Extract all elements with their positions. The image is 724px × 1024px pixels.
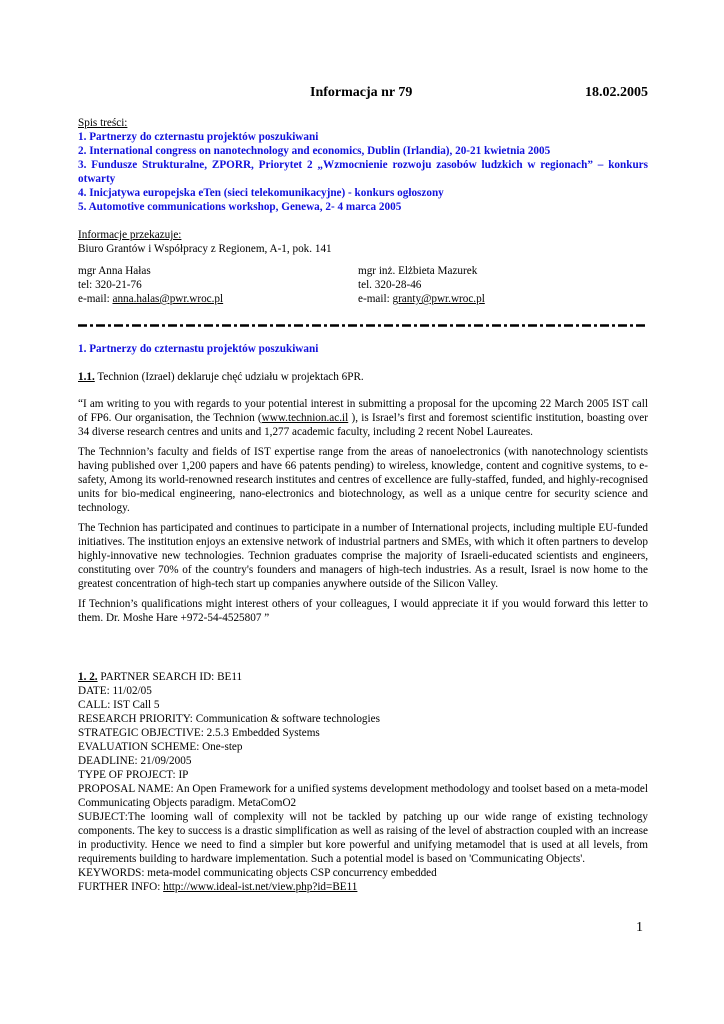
contact-left-name: mgr Anna Hałas <box>78 265 151 277</box>
partner-subject: SUBJECT:The looming wall of complexity will not be tackled by patching up our wide range of existing technology components. The key to success is a drastic simplification as well as raising of the level of abstraction coupled with an increase in productivity. Hence we need to find a simpler but kore powerful and unifying metamodel that is used at all levels, from requirements building to hardware implementation. Such a potential model is based on 'Communicating Objects'. <box>78 811 648 865</box>
letter-p3: The Technion has participated and continues to participate in a number of International projects, including multiple EU-funded initiatives. The institution enjoys an extensive network of industrial partners and SMEs, with which it often partners to develop highly-innovative new technologies. Technion graduates comprise the majority of Israeli-educated scientists and engineers, constituting over 70% of the country's founders and managers of high-tech industries. As a result, Israel is now home to the greatest concentration of high-tech start up companies anywhere outside of the Silicon Valley. <box>78 522 648 590</box>
item-1-2-number: 1. 2. <box>78 671 98 683</box>
partner-type: TYPE OF PROJECT: IP <box>78 769 189 781</box>
item-1-1-number: 1.1. <box>78 371 95 383</box>
contact-left-email-label: e-mail: <box>78 293 113 305</box>
item-1-2 <box>78 670 648 894</box>
toc-item-4[interactable]: 4. Inicjatywa europejska eTen (sieci telekomunikacyjne) - konkurs ogłoszony <box>78 187 444 199</box>
contact-right <box>358 264 485 306</box>
contact-persons <box>78 264 648 306</box>
partner-deadline: DEADLINE: 21/09/2005 <box>78 755 192 767</box>
partner-objective: STRATEGIC OBJECTIVE: 2.5.3 Embedded Systems <box>78 727 320 739</box>
technion-link[interactable]: www.technion.ac.il <box>261 412 349 424</box>
contact-right-name: mgr inż. Elżbieta Mazurek <box>358 265 478 277</box>
section-1 <box>78 342 648 356</box>
dash-dot-separator <box>78 324 648 327</box>
toc-item-2[interactable]: 2. International congress on nanotechnology and economics, Dublin (Irlandia), 20-21 kwietnia 2005 <box>78 145 551 157</box>
item-1-1-text: Technion (Izrael) deklaruje chęć udziału w projektach 6PR. <box>94 371 364 383</box>
letter-p1-b: ), is Israel’s first and foremost scientific institution, boasting over 34 diverse research centres and units and 1,277 academic faculty, including 2 recent Nobel Laureates. <box>78 412 649 438</box>
table-of-contents <box>78 116 648 214</box>
item-1-2-title: PARTNER SEARCH ID: BE11 <box>97 671 243 683</box>
toc-item-3[interactable]: 3. Fundusze Strukturalne, ZPORR, Priorytet 2 „Wzmocnienie rozwoju zasobów ludzkich w regionach” – konkurs otwarty <box>78 159 648 185</box>
toc-heading: Spis treści: <box>78 117 128 129</box>
contact-right-tel: tel. 320-28-46 <box>358 279 422 291</box>
document-date: 18.02.2005 <box>585 85 648 100</box>
partner-keywords: KEYWORDS: meta-model communicating objects CSP concurrency embedded <box>78 867 437 879</box>
partner-evaluation: EVALUATION SCHEME: One-step <box>78 741 243 753</box>
section-1-heading: 1. Partnerzy do czternastu projektów poszukiwani <box>78 343 319 355</box>
partner-date: DATE: 11/02/05 <box>78 685 152 697</box>
partner-call: CALL: IST Call 5 <box>78 699 160 711</box>
contact-left-email-link[interactable]: anna.halas@pwr.wroc.pl <box>112 293 224 305</box>
contact-left-tel: tel: 320-21-76 <box>78 279 142 291</box>
letter-p4: If Technion’s qualifications might interest others of your colleagues, I would appreciate it if you would forward this letter to them. Dr. Moshe Hare +972-54-4525807 ” <box>78 598 648 624</box>
technion-letter <box>78 397 648 625</box>
contact-right-email-label: e-mail: <box>358 293 393 305</box>
toc-item-5[interactable]: 5. Automotive communications workshop, Genewa, 2- 4 marca 2005 <box>78 201 402 213</box>
partner-priority: RESEARCH PRIORITY: Communication & software technologies <box>78 713 380 725</box>
page-number: 1 <box>636 920 643 935</box>
contact-office: Biuro Grantów i Współpracy z Regionem, A-1, pok. 141 <box>78 243 332 255</box>
contact-heading: Informacje przekazuje: <box>78 229 182 241</box>
item-1-1 <box>78 370 648 384</box>
partner-proposal: PROPOSAL NAME: An Open Framework for a unified systems development methodology and toolset based on a meta-model Communicating Objects paradigm. MetaComO2 <box>78 783 648 809</box>
partner-further-label: FURTHER INFO: <box>78 881 164 893</box>
document-header <box>78 85 648 105</box>
letter-p2: The Technnion’s faculty and fields of IST expertise range from the areas of nanoelectronics (with nanotechnology scientists having published over 1,200 papers and have 66 patents pending) to wireless, knowledge, content and cognitive systems, to e-safety, Among its world-renowned research institutes and centres of excellence are fully-staffed, funded, and highly-recognised units for bio-medical engineering, nano-electronics and biotechnology, as well as a unique centre for security science and technology. <box>78 446 648 514</box>
letter-p1-a: “I am writing to you with regards to your potential interest in submitting a proposal for the upcoming 22 March 2005 IST call of FP6. Our organisation, the Technion ( <box>78 398 648 424</box>
document-title: Informacja nr 79 <box>310 85 413 100</box>
toc-item-1[interactable]: 1. Partnerzy do czternastu projektów poszukiwani <box>78 131 319 143</box>
contact-info <box>78 228 648 256</box>
partner-further-link[interactable]: http://www.ideal-ist.net/view.php?id=BE11 <box>163 881 358 893</box>
contact-right-email-link[interactable]: granty@pwr.wroc.pl <box>392 293 485 305</box>
